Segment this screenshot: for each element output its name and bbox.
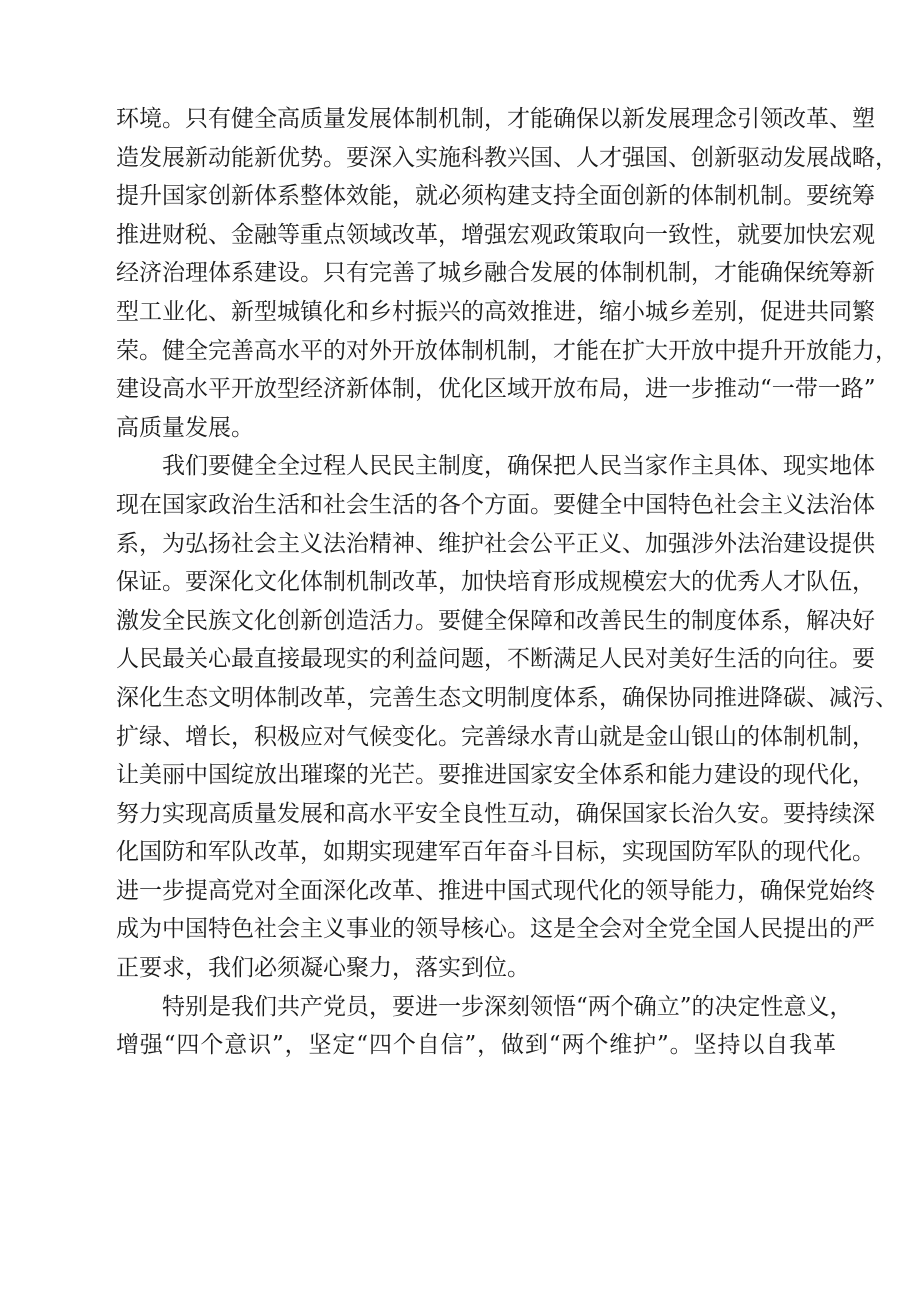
text-line: 造发展新动能新优势。要深入实施科教兴国、人才强国、创新驱动发展战略， — [116, 144, 898, 171]
text-line: 提升国家创新体系整体效能，就必须构建支持全面创新的体制机制。要统筹 — [116, 183, 875, 210]
text-line: 特别是我们共产党员，要进一步深刻领悟“两个确立”的决定性意义， — [162, 993, 853, 1020]
text-line: 系，为弘扬社会主义法治精神、维护社会公平正义、加强涉外法治建设提供 — [116, 530, 875, 557]
text-line: 深化生态文明体制改革，完善生态文明制度体系，确保协同推进降碳、减污、 — [116, 684, 898, 711]
paragraph — [116, 988, 853, 1065]
text-line: 环境。只有健全高质量发展体制机制，才能确保以新发展理念引领改革、塑 — [116, 106, 875, 132]
text-line: 正要求，我们必须凝心聚力，落实到位。 — [116, 955, 530, 982]
text-line: 保证。要深化文化体制机制改革，加快培育形成规模宏大的优秀人才队伍， — [116, 569, 875, 596]
text-line: 现在国家政治生活和社会生活的各个方面。要健全中国特色社会主义法治体 — [116, 491, 875, 518]
text-line: 荣。健全完善高水平的对外开放体制机制，才能在扩大开放中提升开放能力， — [116, 337, 898, 364]
text-line: 经济治理体系建设。只有完善了城乡融合发展的体制机制，才能确保统筹新 — [116, 260, 875, 287]
text-line: 型工业化、新型城镇化和乡村振兴的高效推进，缩小城乡差别，促进共同繁 — [116, 298, 875, 325]
text-line: 化国防和军队改革，如期实现建军百年奋斗目标，实现国防军队的现代化。 — [116, 839, 875, 866]
document-body — [116, 100, 898, 1065]
text-line: 让美丽中国绽放出璀璨的光芒。要推进国家安全体系和能力建设的现代化， — [116, 762, 875, 789]
text-line: 推进财税、金融等重点领域改革，增强宏观政策取向一致性，就要加快宏观 — [116, 221, 875, 248]
text-line: 高质量发展。 — [116, 414, 254, 441]
text-line: 努力实现高质量发展和高水平安全良性互动，确保国家长治久安。要持续深 — [116, 800, 875, 827]
text-line: 激发全民族文化创新创造活力。要健全保障和改善民生的制度体系，解决好 — [116, 607, 875, 634]
text-line: 进一步提高党对全面深化改革、推进中国式现代化的领导能力，确保党始终 — [116, 877, 875, 904]
text-line: 成为中国特色社会主义事业的领导核心。这是全会对全党全国人民提出的严 — [116, 916, 875, 943]
text-line: 人民最关心最直接最现实的利益问题，不断满足人民对美好生活的向往。要 — [116, 646, 875, 673]
text-line: 扩绿、增长，积极应对气候变化。完善绿水青山就是金山银山的体制机制， — [116, 723, 875, 750]
paragraph — [116, 100, 898, 447]
text-line: 增强“四个意识”，坚定“四个自信”，做到“两个维护”。坚持以自我革 — [116, 1032, 836, 1059]
text-line: 我们要健全全过程人民民主制度，确保把人民当家作主具体、现实地体 — [162, 453, 875, 480]
paragraph — [116, 447, 898, 987]
text-line: 建设高水平开放型经济新体制，优化区域开放布局，进一步推动“一带一路” — [116, 376, 876, 403]
